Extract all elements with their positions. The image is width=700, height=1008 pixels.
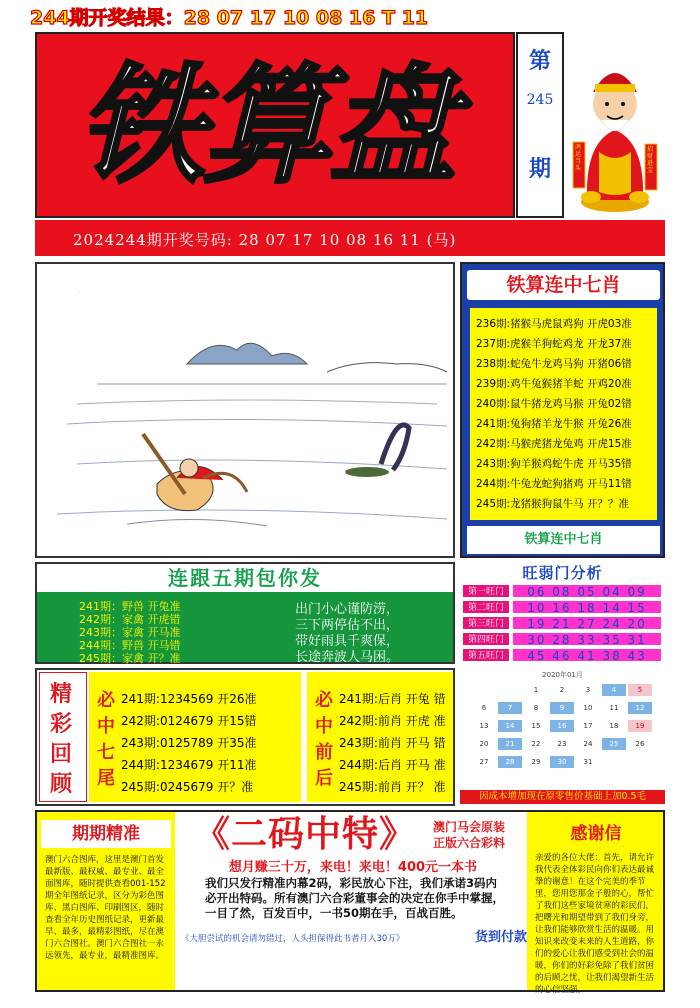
poem-line: 出门小心谨防涝，	[295, 602, 400, 617]
fortune-god-icon	[565, 32, 665, 218]
calendar-day: 7	[498, 702, 522, 714]
masthead-title: 铁算盘	[77, 52, 456, 201]
two-code-subtitle-2: 正版六合彩料	[433, 836, 506, 850]
calendar-day: 20	[479, 740, 489, 748]
calendar-day: 12	[628, 702, 652, 714]
list-item: 244期:后肖 开马 准	[339, 758, 446, 772]
calendar-day: 15	[531, 722, 541, 730]
calendar-title: 2020年01月	[542, 671, 583, 679]
hot-cold-panel	[460, 562, 665, 664]
hot-cold-title: 旺弱门分析	[522, 564, 603, 582]
list-item: 239期:鸡牛兔猴猪羊蛇 开鸡20准	[476, 378, 632, 390]
five-period-panel	[35, 562, 455, 664]
list-item: 242期:马猴虎猪龙兔鸡 开虎15准	[476, 438, 632, 450]
calendar-day: 6	[481, 704, 487, 712]
seven-zodiac-title: 铁算连中七肖	[467, 270, 660, 300]
calendar-day: 9	[550, 702, 574, 714]
five-period-title: 连跟五期包你发	[37, 564, 453, 592]
hot-gate-label: 第五旺门	[462, 648, 510, 662]
calendar-day: 8	[533, 704, 539, 712]
list-item: 243期:前肖 开马 错	[339, 736, 446, 750]
list-item: 241期：野兽 开兔准	[79, 600, 181, 613]
list-item: 242期:0124679 开15错	[121, 714, 257, 728]
calendar-panel	[460, 668, 665, 790]
two-code-box	[175, 812, 527, 990]
calendar-day: 30	[550, 756, 574, 768]
issue-qi: 期	[528, 157, 551, 182]
hot-gate-label: 第一旺门	[462, 584, 510, 598]
two-code-footnote: 《大胆尝试的机会请勿错过，人头担保得此书者月入30万》	[181, 934, 405, 944]
calendar-day: 25	[602, 738, 626, 750]
cod-label: 货到付款	[475, 930, 528, 945]
calendar-day: 31	[583, 758, 593, 766]
calendar-day: 10	[583, 704, 593, 712]
calendar-day: 14	[498, 720, 522, 732]
calendar-day: 27	[479, 758, 489, 766]
calendar-day: 24	[583, 740, 593, 748]
hot-gate-value: 19 21 27 24 20	[512, 616, 662, 630]
list-item: 245期:前肖 开？ 准	[339, 780, 446, 794]
accuracy-title: 期期精准	[41, 820, 171, 848]
calendar-day: 28	[498, 756, 522, 768]
list-item: 242期:前肖 开虎 准	[339, 714, 446, 728]
calendar-day: 2	[559, 686, 565, 694]
hot-gate-label: 第二旺门	[462, 600, 510, 614]
list-item: 242期：家禽 开虎错	[79, 613, 181, 626]
list-item: 243期：家禽 开马准	[79, 626, 181, 639]
issue-di: 第	[528, 49, 551, 74]
list-item: 240期:鼠牛猪龙鸡马猴 开兔02错	[476, 398, 632, 410]
list-item: 244期:牛兔龙蛇狗猪鸡 开马11错	[476, 478, 632, 490]
poem-line: 三下两停估不出，	[295, 618, 400, 633]
list-item: 241期:后肖 开兔 错	[339, 692, 446, 706]
review-label: 精 彩 回 顾	[39, 672, 87, 802]
two-code-subtitle-1: 澳门马会原装	[433, 820, 506, 834]
thanks-title: 感谢信	[570, 824, 622, 844]
hot-gate-value: 30 28 33 35 31	[512, 632, 662, 646]
list-item: 236期:猪猴马虎鼠鸡狗 开虎03准	[476, 318, 632, 330]
list-item: 243期:狗羊猴鸡蛇牛虎 开马35错	[476, 458, 632, 470]
front-back-box: 必 中 前 后 241期:后肖 开兔 错 242期:前肖 开虎 准 243期:前肖 开马 错 244期:后肖 开马 准 245期:前肖 开？ 准	[307, 672, 453, 802]
list-item: 241期:1234569 开26准	[121, 692, 257, 706]
calendar-day	[602, 756, 626, 768]
hot-gate-label: 第四旺门	[462, 632, 510, 646]
seven-zodiac-panel	[460, 262, 665, 558]
calendar-day	[628, 756, 652, 768]
accuracy-box	[41, 816, 171, 988]
draw-result-text: 2024244期开奖号码: 28 07 17 10 08 16 11 (马)	[73, 231, 457, 249]
five-period-body	[37, 592, 453, 665]
issue-number: 245	[526, 92, 554, 108]
fortune-banner-right: 招财进宝	[647, 146, 654, 174]
calendar-day: 11	[609, 704, 619, 712]
last-draw-result-text: 244期开奖结果：28 07 17 10 08 16 T 11	[30, 7, 429, 29]
two-code-slogan: 想月赚三十万，来电！来电！400元一本书	[228, 860, 478, 875]
last-draw-result-strip	[0, 0, 700, 30]
calendar-day: 21	[498, 738, 522, 750]
calendar-day: 19	[628, 720, 652, 732]
calendar-day: 29	[531, 758, 541, 766]
seven-zodiac-list	[470, 308, 657, 520]
calendar-day: 23	[557, 740, 567, 748]
poem-line: 长途奔波人马困。	[295, 650, 400, 665]
calendar-day: 4	[602, 684, 626, 696]
fortune-god-illustration	[565, 32, 665, 218]
calendar-day: 16	[550, 720, 574, 732]
calendar-day: 18	[609, 722, 619, 730]
poem-line: 带好雨具千爽保，	[295, 634, 400, 649]
list-item: 243期:0125789 开35准	[121, 736, 257, 750]
seven-tail-box: 必 中 七 尾 241期:1234569 开26准 242期:0124679 开15错 243期:0125789 开35准 244期:1234679 开11准 245期:0245679 开？准	[89, 672, 301, 802]
hot-gate-value: 10 16 18 14 15	[512, 600, 662, 614]
list-item: 244期:1234679 开11准	[121, 758, 257, 772]
cost-note: 因成本增加现在原零售价基础上加0.5毛	[460, 790, 665, 804]
list-item: 244期：野兽 开马错	[79, 639, 181, 652]
list-item: 238期:蛇兔牛龙鸡马狗 开猪06错	[476, 358, 632, 370]
treasure-map-panel	[35, 262, 455, 558]
calendar-day	[498, 684, 522, 696]
calendar-day: 17	[583, 722, 593, 730]
list-item: 245期:龙猪猴狗鼠牛马 开？？准	[476, 498, 629, 510]
list-item: 237期:虎猴羊狗蛇鸡龙 开龙37准	[476, 338, 632, 350]
bottom-panel	[35, 810, 665, 995]
list-item: 241期:兔狗猪羊龙牛猴 开兔26准	[476, 418, 632, 430]
calendar-day: 13	[479, 722, 489, 730]
issue-box	[516, 32, 564, 218]
hot-gate-value: 06 08 05 04 09	[512, 584, 662, 598]
calendar-day	[472, 684, 496, 696]
calendar-day: 1	[533, 686, 539, 694]
two-code-paragraph: 我们只发行精准内幕2码，彩民放心下注，我们承诺3码内必开出特码。所有澳门六合彩董事会的决定在你手中掌握，一目了然，百发百中，一书50期在手，百战百胜。	[205, 876, 504, 920]
treasure-map-title: 藏宝图	[55, 285, 122, 310]
thanks-text: 亲爱的各位大佬：首先，请允许我代表全体彩民向你们表达最诚挚的谢意！在这个完美的季节里，您用您那金子般的心，帮忙了我们这些家境贫寒的彩民们，把曙光和期望带到了我们身旁，让我们能够欣赏生活的温暖。用知识来改变未来的人生道路，你们的爱心让我们感受到社会的温暖，你们的好彩免除了我们贫困的后顾之忧，让我们渴望新生活的心信坚强。	[535, 853, 655, 995]
review-panel	[35, 668, 455, 806]
list-item: 245期：家禽 开？准	[79, 652, 181, 665]
calendar-day: 5	[628, 684, 652, 696]
list-item: 245期:0245679 开？准	[121, 780, 254, 794]
two-code-title: 《二码中特》	[193, 814, 416, 855]
accuracy-text: 澳门六合图库，这里是澳门首发最新版、最权威、最专业、最全面图库，随时提供查看001-152期全年图纸记录，区分为彩色图库、黑白图库、印刷图区，随时查看全年历史图纸记录，更新最早、最多，最精彩图纸，尽在澳门六合图社。澳门六合图社一永远领先，最专业，最精准图库。	[45, 855, 166, 961]
calendar-day: 3	[585, 686, 591, 694]
seven-zodiac-footer: 铁算连中七肖	[467, 526, 660, 554]
calendar-day: 22	[531, 740, 541, 748]
draw-result-strip	[35, 220, 665, 256]
fortune-banner-left: 鸿运当头	[575, 144, 582, 172]
hot-gate-value: 45 46 41 38 43	[512, 648, 662, 662]
calendar-day: 26	[635, 740, 645, 748]
masthead	[35, 32, 515, 218]
thanks-box	[531, 816, 661, 995]
treasure-map-illustration	[37, 264, 453, 556]
hot-gate-label: 第三旺门	[462, 616, 510, 630]
